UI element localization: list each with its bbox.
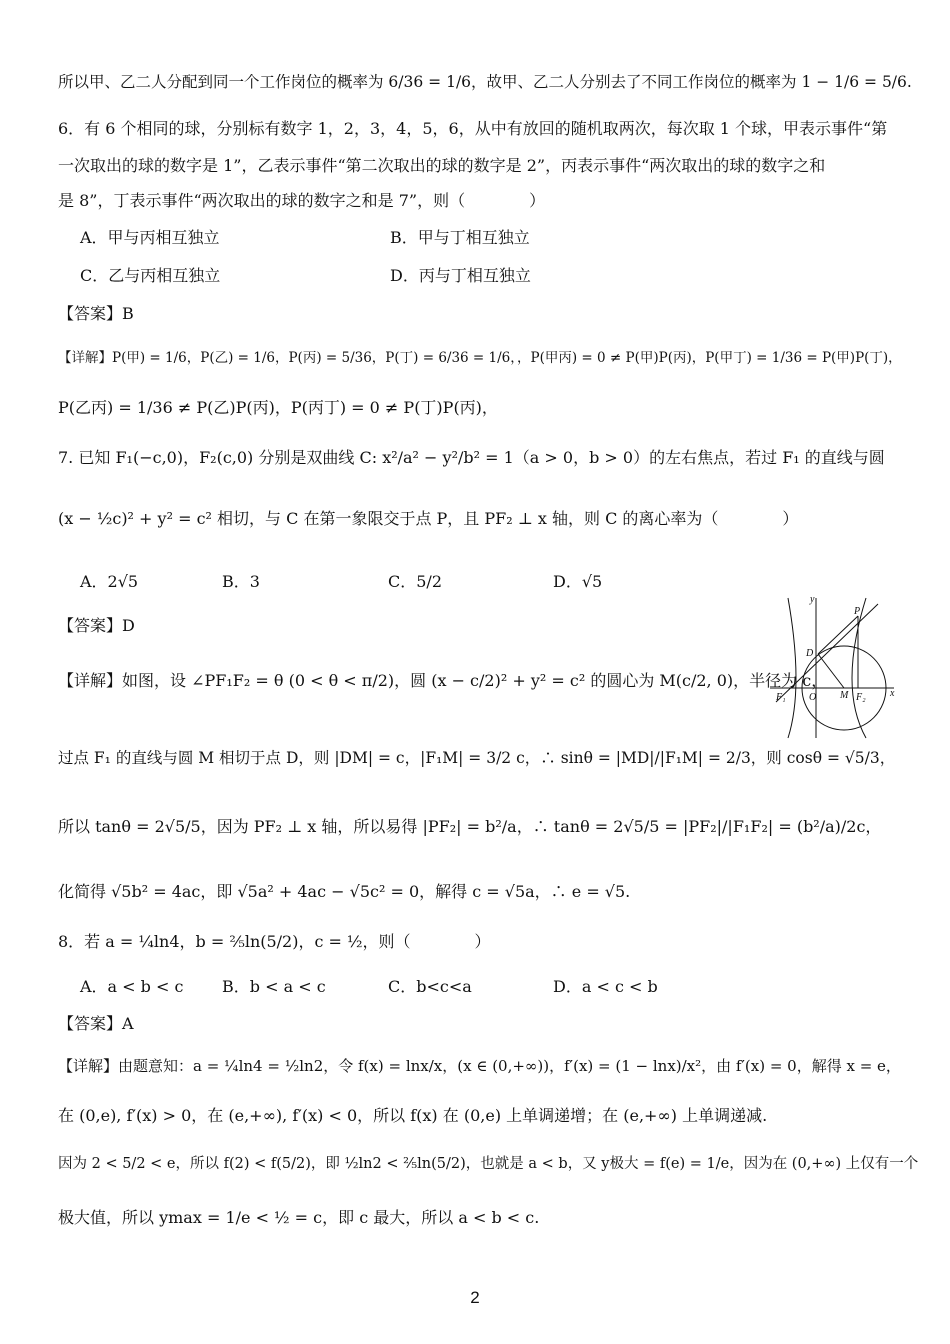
- q6-option-b: B．甲与丁相互独立: [390, 228, 530, 247]
- hyperbola-left-branch: [788, 598, 796, 738]
- q7-explanation-4: 化简得 √5b² = 4ac，即 √5a² + 4ac − √5c² = 0，解得 c = √5a，∴ e = √5.: [58, 882, 631, 901]
- q6-option-a: A．甲与丙相互独立: [80, 228, 220, 247]
- q7-option-d: D．√5: [553, 572, 603, 591]
- q6-stem-2: 一次取出的球的数字是 1”，乙表示事件“第二次取出的球的数字是 2”，丙表示事件“两次取出的球的数字之和: [58, 156, 826, 175]
- q7-option-c: C．5/2: [388, 572, 442, 591]
- q6-answer: 【答案】B: [58, 304, 134, 323]
- figure-label-f2: F₂: [856, 692, 866, 703]
- q8-explanation-2: 在 (0,e), f′(x) > 0，在 (e,+∞), f′(x) < 0，所以 f(x) 在 (0,e) 上单调递增；在 (e,+∞) 上单调递减.: [58, 1106, 768, 1125]
- line-1: 所以甲、乙二人分配到同一个工作岗位的概率为 6/36 = 1/6，故甲、乙二人分别去了不同工作岗位的概率为 1 − 1/6 = 5/6.: [58, 73, 912, 91]
- figure-label-m: M: [840, 690, 849, 701]
- figure-label-x: x: [890, 688, 895, 699]
- q6-stem-1: 6．有 6 个相同的球，分别标有数字 1，2，3，4，5，6，从中有放回的随机取两次，每次取 1 个球，甲表示事件“第: [58, 119, 888, 138]
- hyperbola-right-branch: [852, 598, 866, 738]
- q7-explanation-2: 过点 F₁ 的直线与圆 M 相切于点 D，则 |DM| = c，|F₁M| = 3/2 c，∴ sinθ = |MD|/|F₁M| = 2/3，则 cosθ = √5/3，: [58, 749, 896, 767]
- q6-stem-3: 是 8”，丁表示事件“两次取出的球的数字之和是 7”，则（ ）: [58, 191, 546, 210]
- q7-answer: 【答案】D: [58, 616, 135, 635]
- q6-explanation-2: P(乙丙) = 1/36 ≠ P(乙)P(丙)，P(丙丁) = 0 ≠ P(丁)P(丙)，: [58, 398, 498, 417]
- q7-stem-1: 7. 已知 F₁(−c,0)，F₂(c,0) 分别是双曲线 C: x²/a² − y²/b² = 1（a > 0，b > 0）的左右焦点，若过 F₁ 的直线与圆: [58, 448, 885, 467]
- q8-option-d: D．a < c < b: [553, 977, 658, 996]
- figure-label-o: O: [809, 692, 817, 703]
- q8-stem: 8．若 a = ¼ln4，b = ⅖ln(5/2)，c = ½，则（ ）: [58, 932, 491, 951]
- pd-line: [818, 616, 858, 654]
- q8-option-c: C．b<c<a: [388, 977, 472, 996]
- q7-stem-2: (x − ½c)² + y² = c² 相切，与 C 在第一象限交于点 P，且 PF₂ ⊥ x 轴，则 C 的离心率为（ ）: [58, 509, 799, 528]
- hyperbola-circle-figure: [766, 592, 906, 742]
- q6-option-d: D．丙与丁相互独立: [390, 266, 531, 285]
- figure-label-f1: F₁: [776, 692, 786, 703]
- page-number: 2: [470, 1288, 480, 1307]
- q7-explanation-1: 【详解】如图，设 ∠PF₁F₂ = θ (0 < θ < π/2)，圆 (x − c/2)² + y² = c² 的圆心为 M(c/2, 0)，半径为 c，: [58, 671, 828, 690]
- q6-option-c: C．乙与丙相互独立: [80, 266, 221, 285]
- q7-option-a: A．2√5: [80, 572, 139, 591]
- q8-option-b: B．b < a < c: [222, 977, 326, 996]
- q8-answer: 【答案】A: [58, 1014, 134, 1033]
- figure-label-y: y: [810, 594, 815, 605]
- q8-explanation-1: 【详解】由题意知：a = ¼ln4 = ½ln2，令 f(x) = lnx/x，(x ∈ (0,+∞))，f′(x) = (1 − lnx)/x²，由 f′(x) = 0，解得 x = e，: [58, 1057, 901, 1075]
- figure-label-p: P: [854, 606, 861, 617]
- q8-option-a: A．a < b < c: [80, 977, 184, 996]
- figure-label-d: D: [806, 648, 814, 659]
- q6-explanation-1: 【详解】P(甲) = 1/6，P(乙) = 1/6，P(丙) = 5/36，P(丁) = 6/36 = 1/6，，P(甲丙) = 0 ≠ P(甲)P(丙)，P(甲丁) = 1/36 = P(甲)P(丁)，: [58, 350, 902, 366]
- q8-explanation-3: 因为 2 < 5/2 < e，所以 f(2) < f(5/2)，即 ½ln2 < ⅖ln(5/2)，也就是 a < b，又 y极大 = f(e) = 1/e，因为在 (0,+∞) 上仅有一个: [58, 1156, 919, 1172]
- q7-option-b: B．3: [222, 572, 260, 591]
- q7-explanation-3: 所以 tanθ = 2√5/5，因为 PF₂ ⊥ x 轴，所以易得 |PF₂| = b²/a，∴ tanθ = 2√5/5 = |PF₂|/|F₁F₂| = (b²/a)/2c，: [58, 817, 882, 836]
- q8-explanation-4: 极大值，所以 ymax = 1/e < ½ = c，即 c 最大，所以 a < b < c.: [58, 1208, 540, 1227]
